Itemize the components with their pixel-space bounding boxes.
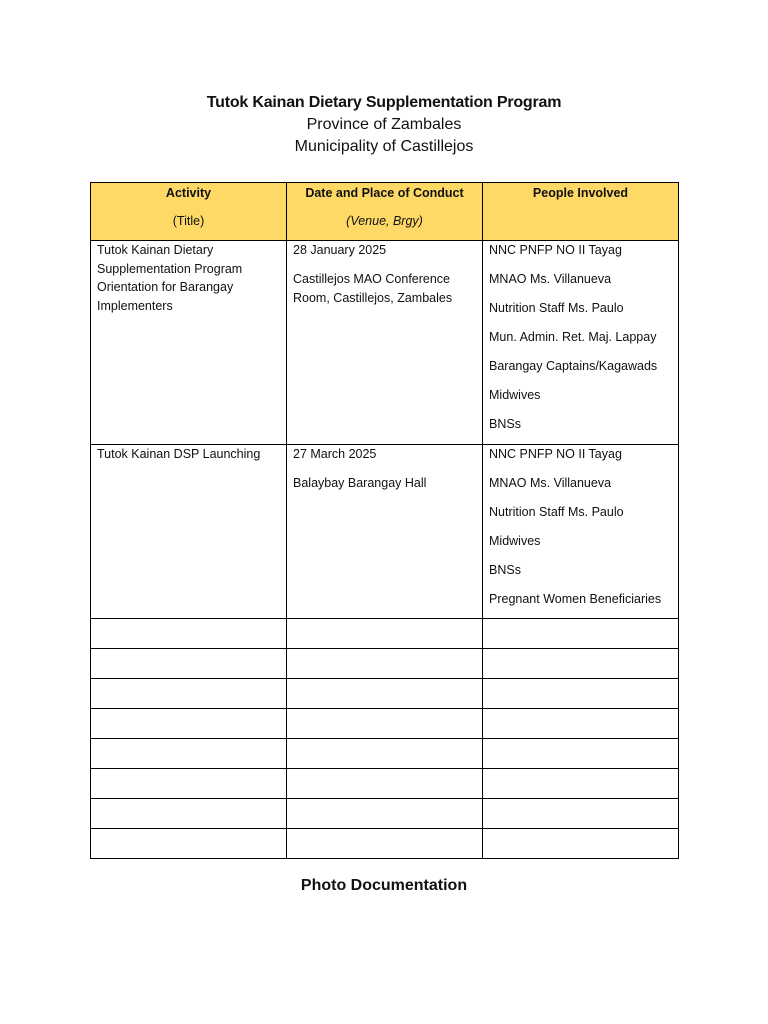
empty-rows: [91, 619, 679, 859]
date-place-cell: [287, 241, 483, 445]
header-people-label: People Involved: [532, 186, 629, 200]
person-entry: NNC PNFP NO II Tayag: [489, 447, 622, 461]
empty-cell: [287, 679, 483, 709]
person-entry: Midwives: [489, 388, 541, 402]
activity-text: Tutok Kainan Dietary Supplementation Program Orientation for Barangay Implementers: [97, 243, 243, 313]
empty-cell: [287, 829, 483, 859]
people-cell: [483, 445, 679, 619]
header-activity: [91, 183, 287, 241]
municipality-line: Municipality of Castillejos: [294, 138, 474, 155]
empty-table-row: [91, 799, 679, 829]
person-entry: Pregnant Women Beneficiaries: [489, 592, 662, 606]
header-activity-label: Activity: [165, 186, 212, 200]
place-text: Balaybay Barangay Hall: [293, 476, 427, 490]
empty-cell: [287, 769, 483, 799]
person-entry: MNAO Ms. Villanueva: [489, 272, 612, 286]
person-entry: Nutrition Staff Ms. Paulo: [489, 301, 624, 315]
empty-cell: [287, 619, 483, 649]
empty-table-row: [91, 679, 679, 709]
empty-cell: [91, 829, 287, 859]
person-entry: Midwives: [489, 534, 541, 548]
header-date-place: [287, 183, 483, 241]
empty-cell: [287, 799, 483, 829]
empty-table-row: [91, 829, 679, 859]
empty-cell: [483, 769, 679, 799]
empty-cell: [91, 769, 287, 799]
empty-table-row: [91, 769, 679, 799]
date-place-cell: [287, 445, 483, 619]
table-row: [91, 445, 679, 619]
person-entry: MNAO Ms. Villanueva: [489, 476, 612, 490]
empty-cell: [483, 709, 679, 739]
people-cell: [483, 241, 679, 445]
empty-cell: [91, 799, 287, 829]
province-line: Province of Zambales: [306, 116, 462, 133]
person-entry: BNSs: [489, 563, 521, 577]
empty-cell: [91, 709, 287, 739]
person-entry: NNC PNFP NO II Tayag: [489, 243, 622, 257]
date-text: 27 March 2025: [293, 447, 377, 461]
empty-table-row: [91, 709, 679, 739]
empty-cell: [483, 649, 679, 679]
header-people: [483, 183, 679, 241]
header-date-place-sublabel: (Venue, Brgy): [346, 214, 423, 228]
empty-table-row: [91, 619, 679, 649]
empty-cell: [91, 679, 287, 709]
date-text: 28 January 2025: [293, 243, 387, 257]
empty-cell: [91, 739, 287, 769]
activity-table: [90, 182, 679, 859]
empty-cell: [91, 649, 287, 679]
person-entry: Barangay Captains/Kagawads: [489, 359, 658, 373]
table-header-row: [91, 183, 679, 241]
empty-cell: [483, 619, 679, 649]
place-text: Castillejos MAO Conference Room, Castillejos, Zambales: [293, 272, 453, 305]
empty-table-row: [91, 739, 679, 769]
empty-cell: [287, 649, 483, 679]
empty-cell: [483, 829, 679, 859]
empty-cell: [91, 619, 287, 649]
empty-table-row: [91, 649, 679, 679]
table-row: [91, 241, 679, 445]
empty-cell: [483, 679, 679, 709]
header-date-place-label: Date and Place of Conduct: [305, 186, 464, 200]
activity-cell: [91, 445, 287, 619]
empty-cell: [287, 709, 483, 739]
header-activity-sublabel: (Title): [172, 214, 205, 228]
person-entry: Mun. Admin. Ret. Maj. Lappay: [489, 330, 657, 344]
empty-cell: [483, 799, 679, 829]
activity-cell: [91, 241, 287, 445]
activity-text: Tutok Kainan DSP Launching: [97, 447, 261, 461]
empty-cell: [287, 739, 483, 769]
empty-cell: [483, 739, 679, 769]
document-title: Tutok Kainan Dietary Supplementation Program: [206, 94, 562, 111]
person-entry: BNSs: [489, 417, 521, 431]
photo-documentation-heading: Photo Documentation: [300, 877, 468, 894]
person-entry: Nutrition Staff Ms. Paulo: [489, 505, 624, 519]
